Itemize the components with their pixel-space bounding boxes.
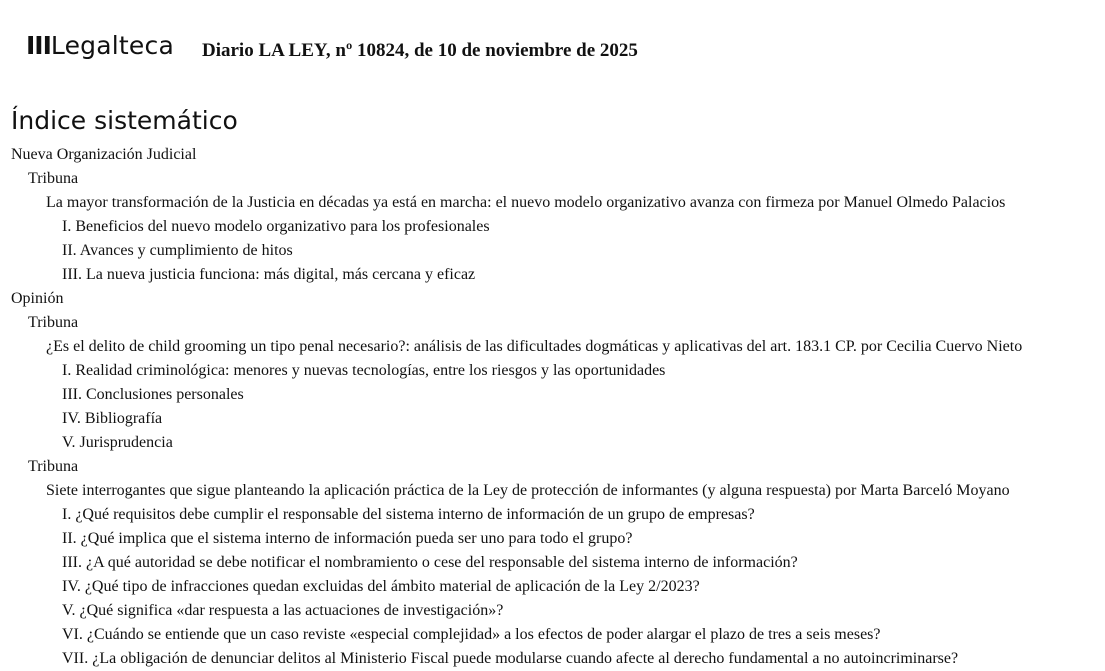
toc-heading-link[interactable]: V. Jurisprudencia [62, 434, 173, 451]
journal-title: Diario LA LEY, nº 10824, de 10 de noviembre de 2025 [202, 40, 638, 61]
legalteca-logo[interactable] [26, 31, 174, 60]
toc-heading-link[interactable]: III. ¿A qué autoridad se debe notificar el nombramiento o cese del responsable del sistema interno de información? [62, 554, 798, 571]
toc-heading-link[interactable]: II. Avances y cumplimiento de hitos [62, 242, 293, 259]
toc-category: Tribuna [28, 458, 79, 475]
toc-heading-link[interactable]: IV. ¿Qué tipo de infracciones quedan excluidas del ámbito material de aplicación de la Ley 2/2023? [62, 578, 700, 595]
logo-text: Legalteca [50, 31, 174, 60]
toc-section: Nueva Organización Judicial [11, 146, 197, 163]
toc-heading-link[interactable]: V. ¿Qué significa «dar respuesta a las actuaciones de investigación»? [62, 602, 504, 619]
toc-heading-link[interactable]: I. ¿Qué requisitos debe cumplir el responsable del sistema interno de información de un grupo de empresas? [62, 506, 755, 523]
toc-article-link[interactable]: ¿Es el delito de child grooming un tipo penal necesario?: análisis de las dificultades dogmáticas y aplicativas del art. 183.1 CP. por Cecilia Cuervo Nieto [46, 338, 1023, 355]
toc-category: Tribuna [28, 170, 79, 187]
toc-category: Tribuna [28, 314, 79, 331]
toc-heading-link[interactable]: I. Realidad criminológica: menores y nuevas tecnologías, entre los riesgos y las oportunidades [62, 362, 666, 379]
logo-bars: III [26, 31, 51, 60]
toc-heading-link[interactable]: II. ¿Qué implica que el sistema interno de información pueda ser uno para todo el grupo? [62, 530, 633, 547]
toc-article-link[interactable]: La mayor transformación de la Justicia en décadas ya está en marcha: el nuevo modelo organizativo avanza con firmeza por Manuel Olmedo Palacios [46, 194, 1006, 211]
toc-heading-link[interactable]: III. La nueva justicia funciona: más digital, más cercana y eficaz [62, 266, 476, 283]
toc-heading-link[interactable]: VI. ¿Cuándo se entiende que un caso reviste «especial complejidad» a los efectos de poder alargar el plazo de tres a seis meses? [62, 626, 881, 643]
toc-heading-link[interactable]: I. Beneficios del nuevo modelo organizativo para los profesionales [62, 218, 490, 235]
toc-article-link[interactable]: Siete interrogantes que sigue planteando la aplicación práctica de la Ley de protección de informantes (y alguna respuesta) por Marta Barceló Moyano [46, 482, 1010, 499]
page-title: Índice sistemático [11, 106, 238, 135]
toc-heading-link[interactable]: IV. Bibliografía [62, 410, 163, 427]
toc-section: Opinión [11, 290, 64, 307]
table-of-contents [0, 143, 1105, 671]
toc-heading-link[interactable]: III. Conclusiones personales [62, 386, 244, 403]
toc-heading-link[interactable]: VII. ¿La obligación de denunciar delitos al Ministerio Fiscal puede modularse cuando afecte al derecho fundamental a no autoincriminarse? [62, 650, 959, 667]
